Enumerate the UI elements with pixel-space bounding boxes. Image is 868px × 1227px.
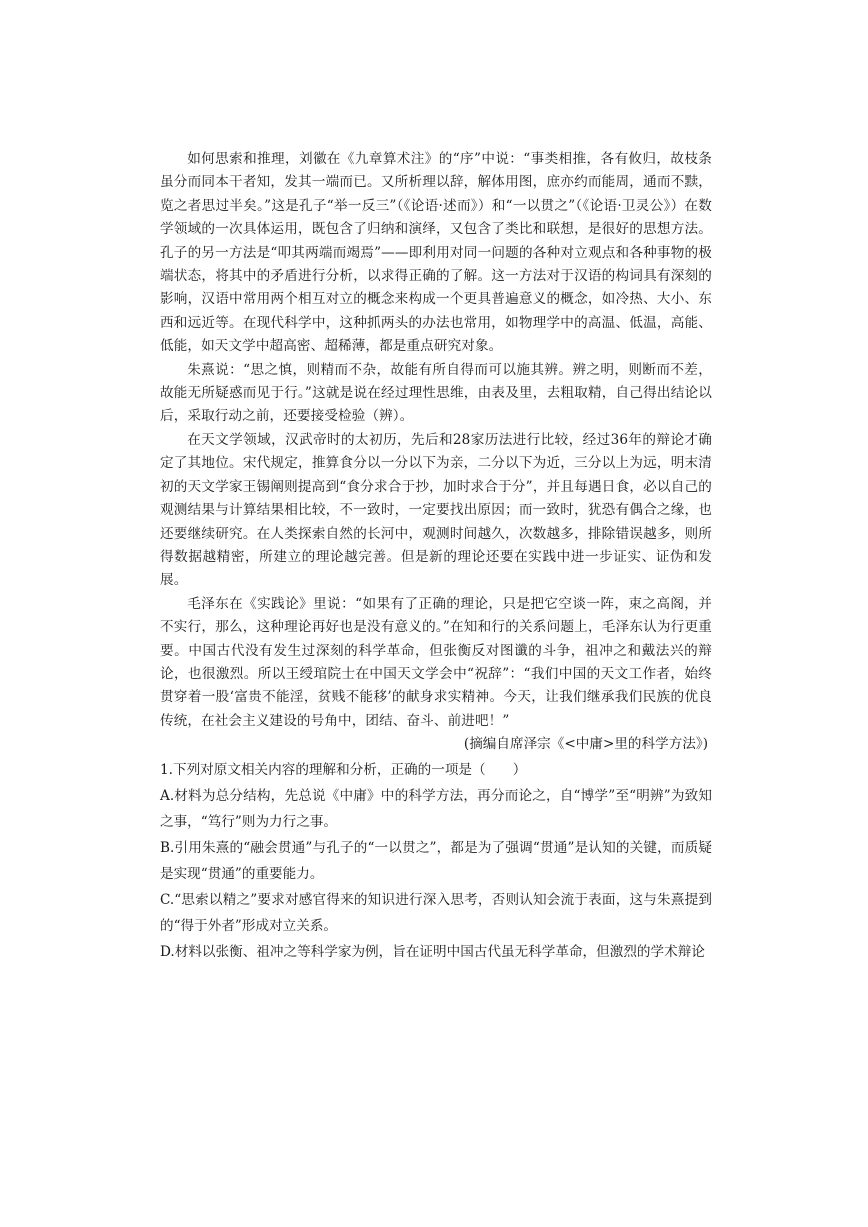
paragraph-2: 朱熹说：“思之慎，则精而不杂，故能有所自得而可以施其辨。辨之明，则断而不差，故能无所疑惑而见于行。”这就是说在经过理性思维，由表及里，去粗取精，自己得出结论以后，采取行动之前，还要接受检验（辨）。 (160, 361, 712, 425)
paragraph-3: 在天文学领域，汉武帝时的太初历，先后和28家历法进行比较，经过36年的辩论才确定了其地位。宋代规定，推算食分以一分以下为亲，二分以下为近，三分以上为远，明末清初的天文学家王锡阐则提高到“食分求合于抄，加时求合于分”，并且每遇日食，必以自己的观测结果与计算结果相比较，不一致时，一定要找出原因；而一致时，犹恐有偶合之缘，也还要继续研究。在人类探索自然的长河中，观测时间越久，次数越多，排除错误越多，则所得数据越精密，所建立的理论越完善。但是新的理论还要在实践中进一步证实、证伪和发展。 (160, 431, 712, 589)
question-stem: 1.下列对原文相关内容的理解和分析，正确的一项是（ ） (160, 761, 527, 778)
document-page (160, 148, 712, 965)
option-c: C.“思索以精之”要求对感官得来的知识进行深入思考，否则认知会流于表面，这与朱熹提到的“得于外者”形成对立关系。 (160, 891, 712, 934)
option-a: A.材料为总分结构，先总说《中庸》中的科学方法，再分而论之，自“博学”至“明辨”为致知之事，“笃行”则为力行之事。 (160, 787, 712, 830)
source-citation: (摘编自席泽宗《<中庸>里的科学方法》) (463, 736, 708, 753)
paragraph-4: 毛泽东在《实践论》里说：“如果有了正确的理论，只是把它空谈一阵，束之高阁，并不实行，那么，这种理论再好也是没有意义的。”在知和行的关系问题上，毛泽东认为行更重要。中国古代没有发生过深刻的科学革命，但张衡反对图谶的斗争，祖冲之和戴法兴的辩论，也很激烈。所以王绶琯院士在中国天文学会中“祝辞”：“我们中国的天文工作者，始终贯穿着一股‘富贵不能淫，贫贱不能移’的献身求实精神。今天，让我们继承我们民族的优良传统，在社会主义建设的号角中，团结、奋斗、前进吧！” (160, 595, 712, 729)
option-b: B.引用朱熹的“融会贯通”与孔子的“一以贯之”，都是为了强调“贯通”是认知的关键，而质疑是实现“贯通”的重要能力。 (160, 839, 712, 882)
option-d: D.材料以张衡、祖冲之等科学家为例，旨在证明中国古代虽无科学革命，但激烈的学术辩论 (160, 943, 705, 960)
paragraph-1: 如何思索和推理，刘徽在《九章算术注》的“序”中说：“事类相推，各有攸归，故枝条虽分而同本干者知，发其一端而已。又所析理以辞，解体用图，庶亦约而能周，通而不黩，览之者思过半矣。”这是孔子“举一反三”（《论语·述而》）和“一以贯之”（《论语·卫灵公》）在数学领域的一次具体运用，既包含了归纳和演绎，又包含了类比和联想，是很好的思想方法。孔子的另一方法是“叩其两端而竭焉”——即利用对同一问题的各种对立观点和各种事物的极端状态，将其中的矛盾进行分析，以求得正确的了解。这一方法对于汉语的构词具有深刻的影响，汉语中常用两个相互对立的概念来构成一个更具普遍意义的概念，如冷热、大小、东西和远近等。在现代科学中，这种抓两头的办法也常用，如物理学中的高温、低温，高能、低能，如天文学中超高密、超稀薄，都是重点研究对象。 (160, 151, 712, 355)
